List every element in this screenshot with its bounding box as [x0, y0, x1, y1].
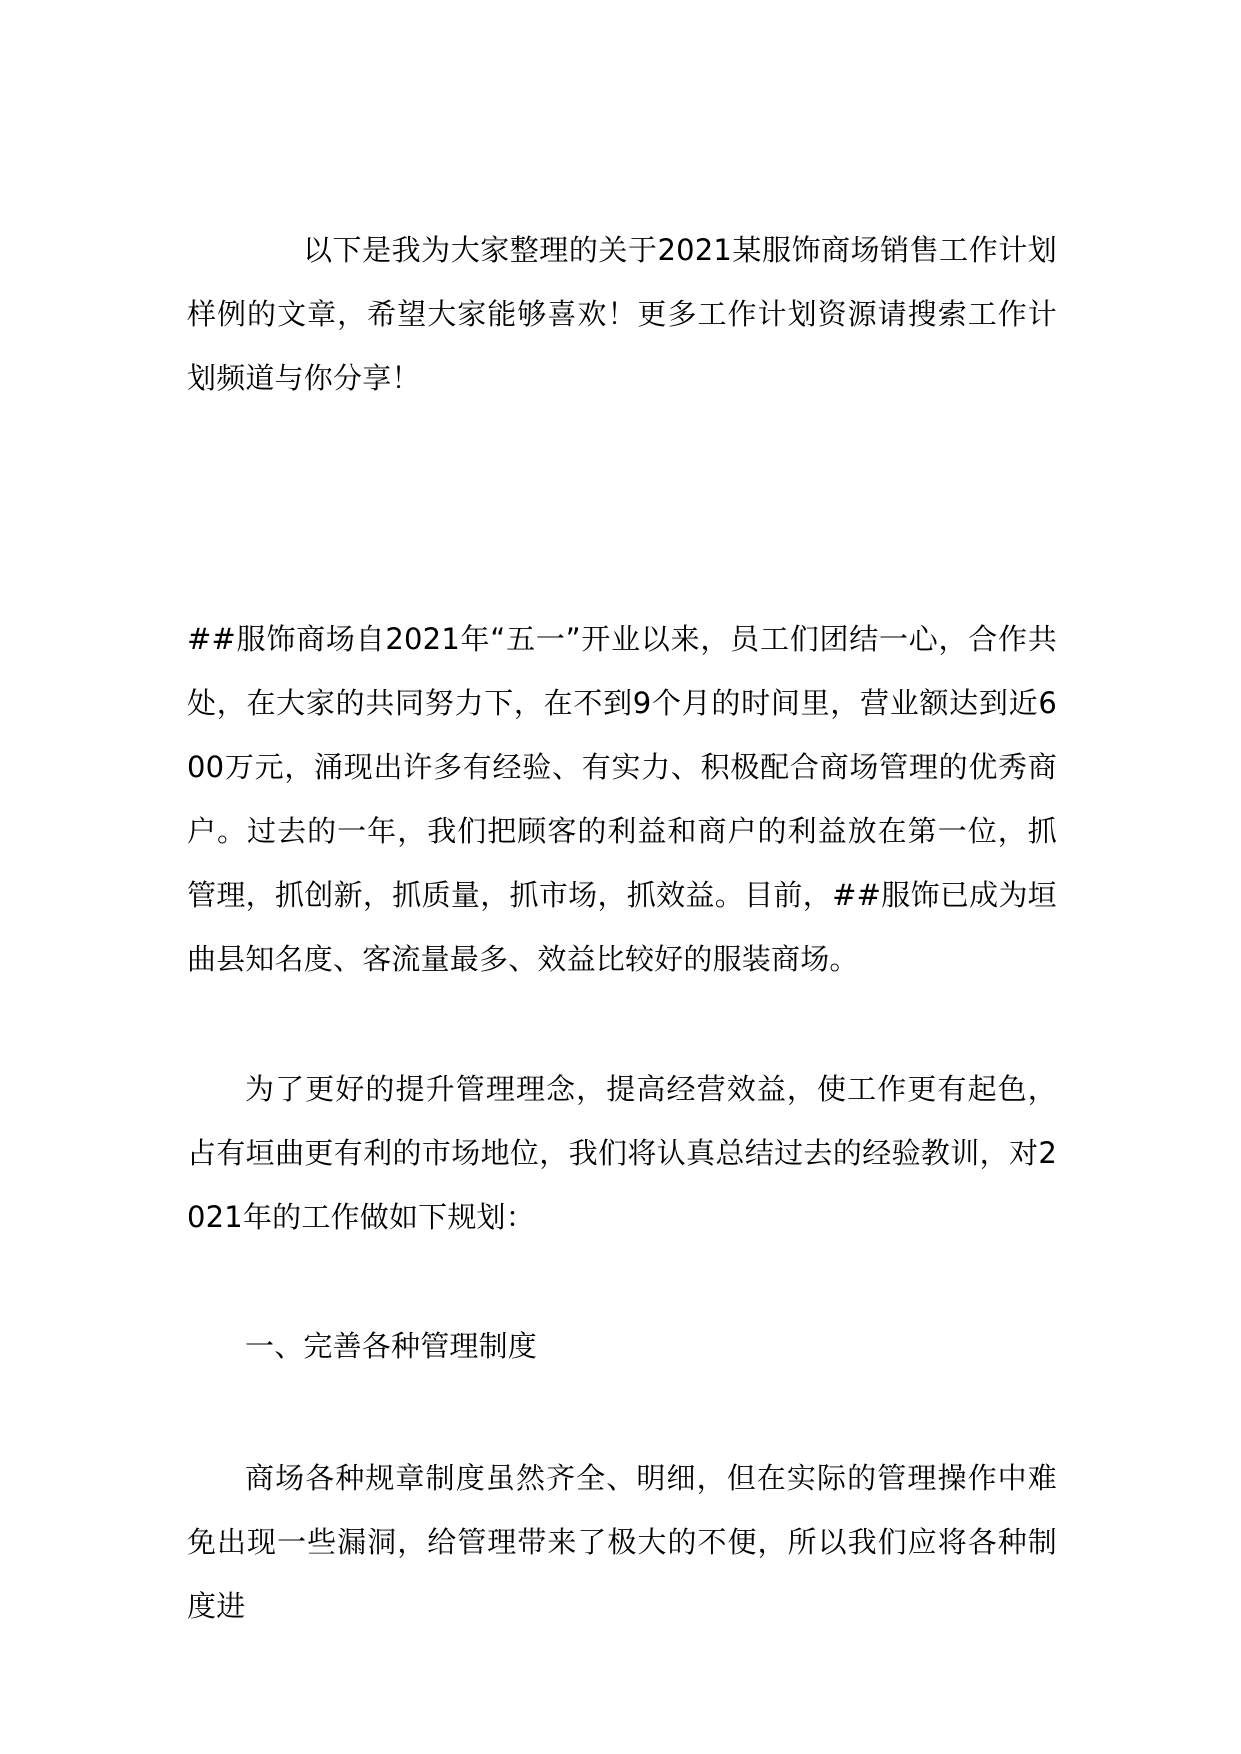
section-heading-1: 一、完善各种管理制度: [245, 1329, 538, 1363]
body-paragraph-plan-intro: 为了更好的提升管理理念，提高经营效益，使工作更有起色，占有垣曲更有利的市场地位，我们将认真总结过去的经验教训，对2021年的工作做如下规划：: [187, 1072, 1057, 1234]
body-paragraph-management: 商场各种规章制度虽然齐全、明细，但在实际的管理操作中难免出现一些漏洞，给管理带来了极大的不便，所以我们应将各种制度进: [187, 1461, 1057, 1623]
intro-paragraph: 以下是我为大家整理的关于2021某服饰商场销售工作计划样例的文章，希望大家能够喜欢！更多工作计划资源请搜索工作计划频道与你分享！: [187, 233, 1057, 395]
body-paragraph-overview: ##服饰商场自2021年“五一”开业以来，员工们团结一心，合作共处，在大家的共同努力下，在不到9个月的时间里，营业额达到近600万元，涌现出许多有经验、有实力、积极配合商场管理的优秀商户。过去的一年，我们把顾客的利益和商户的利益放在第一位，抓管理，抓创新，抓质量，抓市场，抓效益。目前，##服饰已成为垣曲县知名度、客流量最多、效益比较好的服装商场。: [187, 622, 1057, 976]
